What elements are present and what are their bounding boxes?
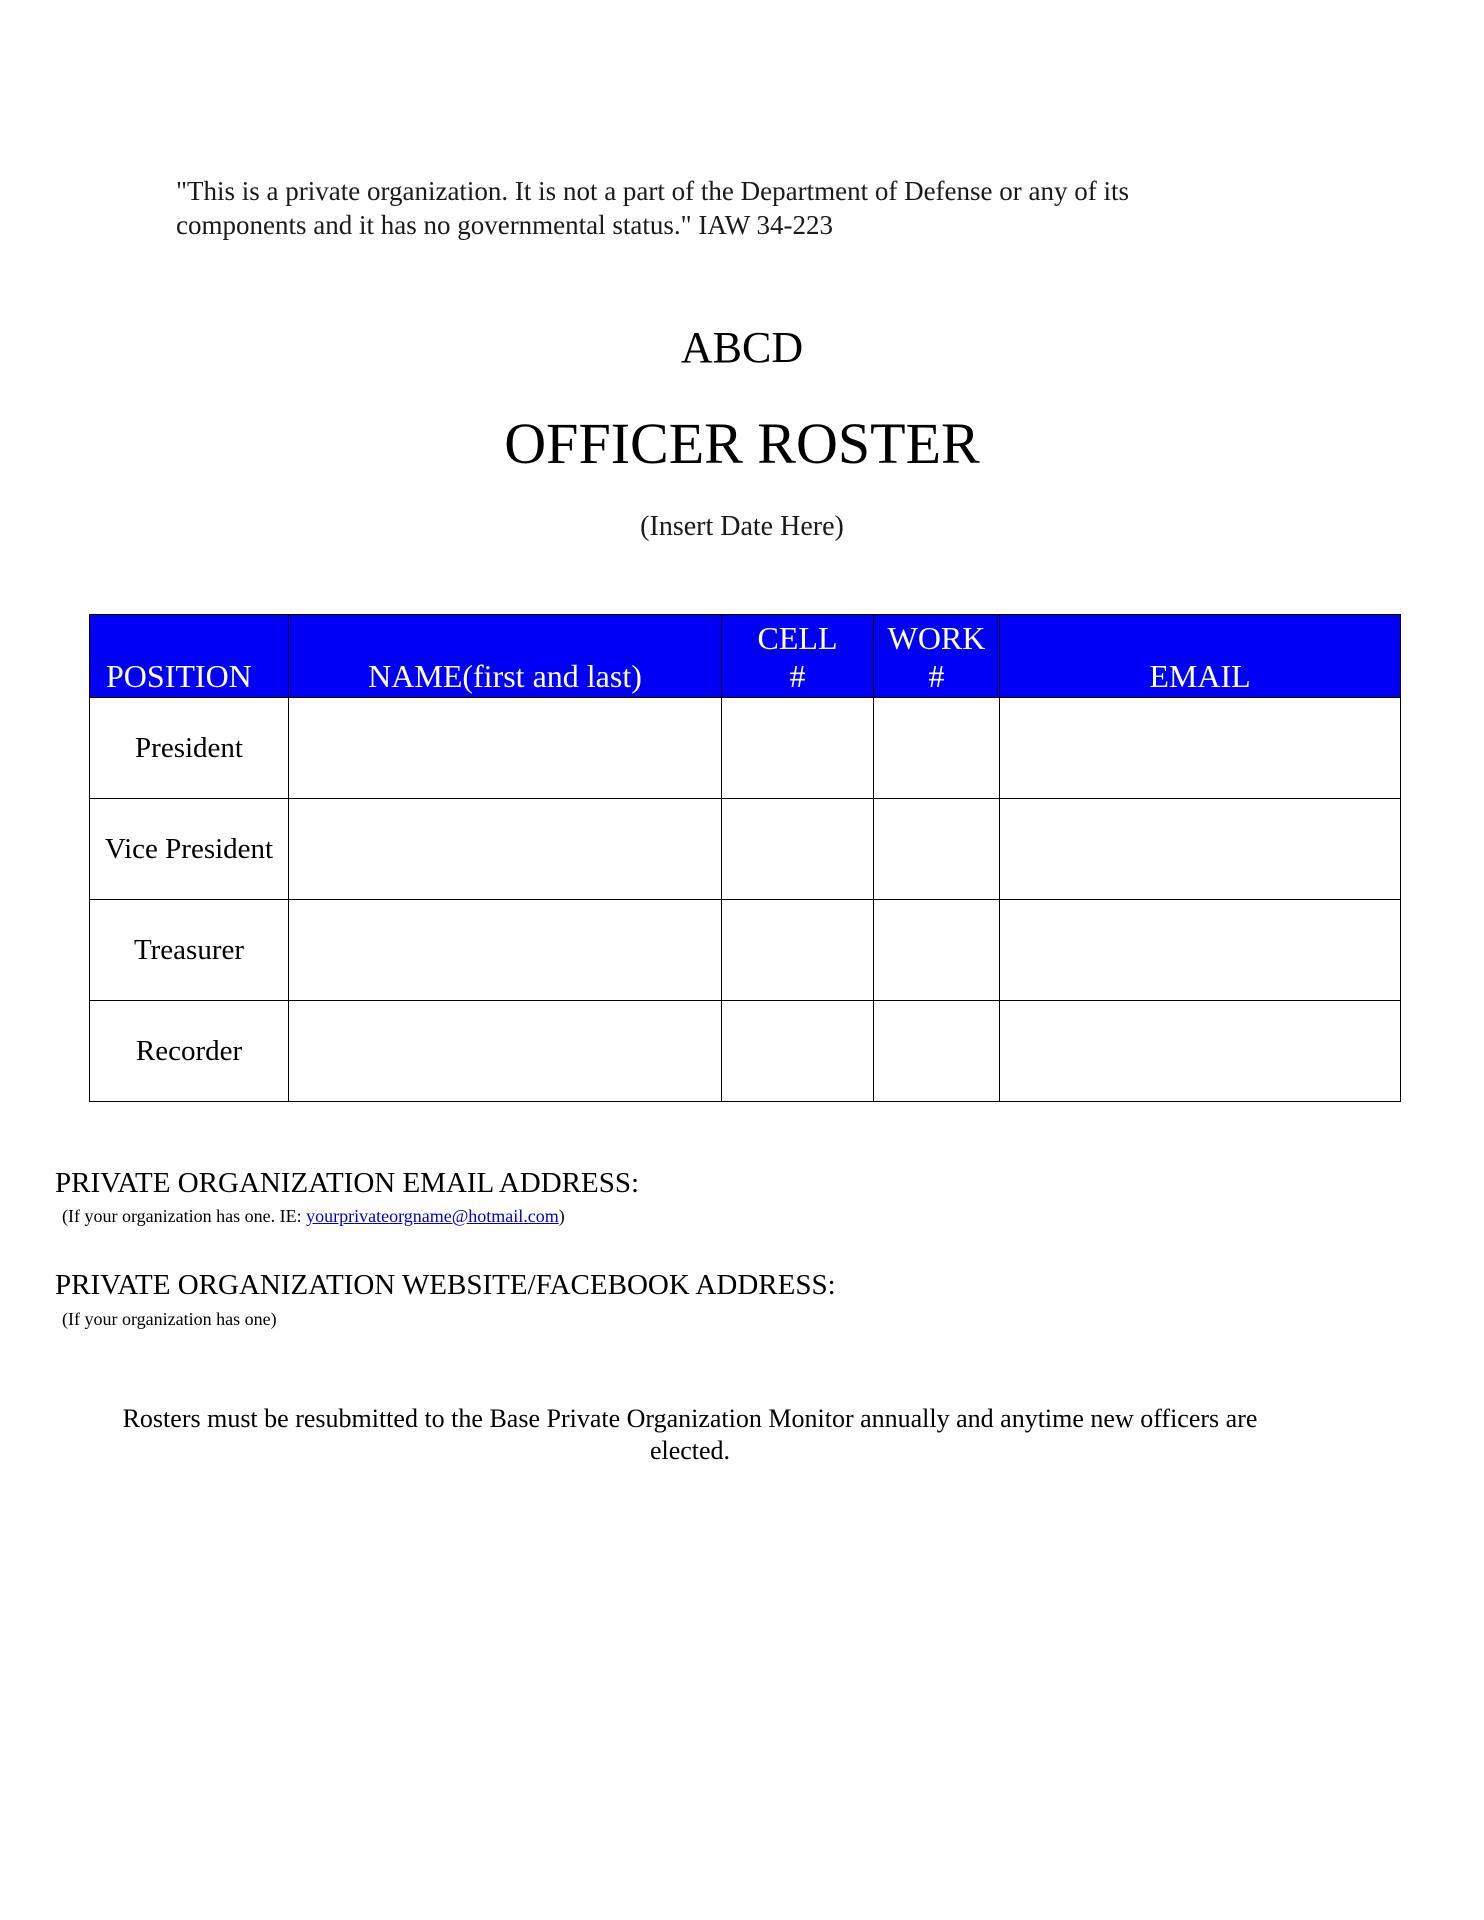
column-header-work [874,615,1000,698]
email-section-label: PRIVATE ORGANIZATION EMAIL ADDRESS: [55,1167,640,1199]
table-row [90,1001,1401,1102]
column-header-work-line-1: WORK [887,620,986,656]
cell-number-cell[interactable] [722,900,874,1001]
work-number-cell[interactable] [874,799,1000,900]
page-title: OFFICER ROSTER [504,411,980,476]
email-note-prefix: (If your organization has one. IE: [62,1206,307,1226]
work-number-cell[interactable] [874,900,1000,1001]
resubmission-note-line-2: elected. [649,1436,731,1465]
organization-name: ABCD [680,323,804,372]
name-cell[interactable] [289,1001,722,1102]
column-header-position: POSITION [90,615,289,698]
column-header-cell-line-2: # [789,658,806,694]
disclaimer [176,174,1256,242]
position-cell: Recorder [90,1001,289,1102]
position-cell: President [90,698,289,799]
officer-roster-table [89,614,1401,1102]
disclaimer-line-1: "This is a private organization. It is not a part of the Department of Defense or any of its [176,176,1129,206]
email-cell[interactable] [1000,900,1401,1001]
resubmission-note [90,1403,1290,1467]
table-row [90,698,1401,799]
resubmission-note-line-1: Rosters must be resubmitted to the Base Private Organization Monitor annually and anytime new officers are [122,1404,1258,1433]
work-number-cell[interactable] [874,1001,1000,1102]
website-section-label: PRIVATE ORGANIZATION WEBSITE/FACEBOOK ADDRESS: [55,1269,836,1301]
work-number-cell[interactable] [874,698,1000,799]
table-row [90,799,1401,900]
name-cell[interactable] [289,900,722,1001]
disclaimer-line-2: components and it has no governmental status." IAW 34-223 [176,210,833,240]
column-header-email: EMAIL [1000,615,1401,698]
position-cell: Vice President [90,799,289,900]
name-cell[interactable] [289,799,722,900]
website-section-note: (If your organization has one) [62,1309,277,1329]
example-email-link[interactable]: yourprivateorgname@hotmail.com [306,1206,559,1226]
date-placeholder: (Insert Date Here) [640,511,844,542]
email-note-suffix: ) [558,1206,565,1226]
email-cell[interactable] [1000,698,1401,799]
email-cell[interactable] [1000,799,1401,900]
cell-number-cell[interactable] [722,799,874,900]
column-header-cell [722,615,874,698]
cell-number-cell[interactable] [722,698,874,799]
table-row [90,900,1401,1001]
email-section-note [62,1205,565,1227]
table-header-row [90,615,1401,698]
name-cell[interactable] [289,698,722,799]
column-header-work-line-2: # [928,658,945,694]
column-header-name: NAME(first and last) [289,615,722,698]
column-header-cell-line-1: CELL [757,620,838,656]
email-cell[interactable] [1000,1001,1401,1102]
cell-number-cell[interactable] [722,1001,874,1102]
position-cell: Treasurer [90,900,289,1001]
